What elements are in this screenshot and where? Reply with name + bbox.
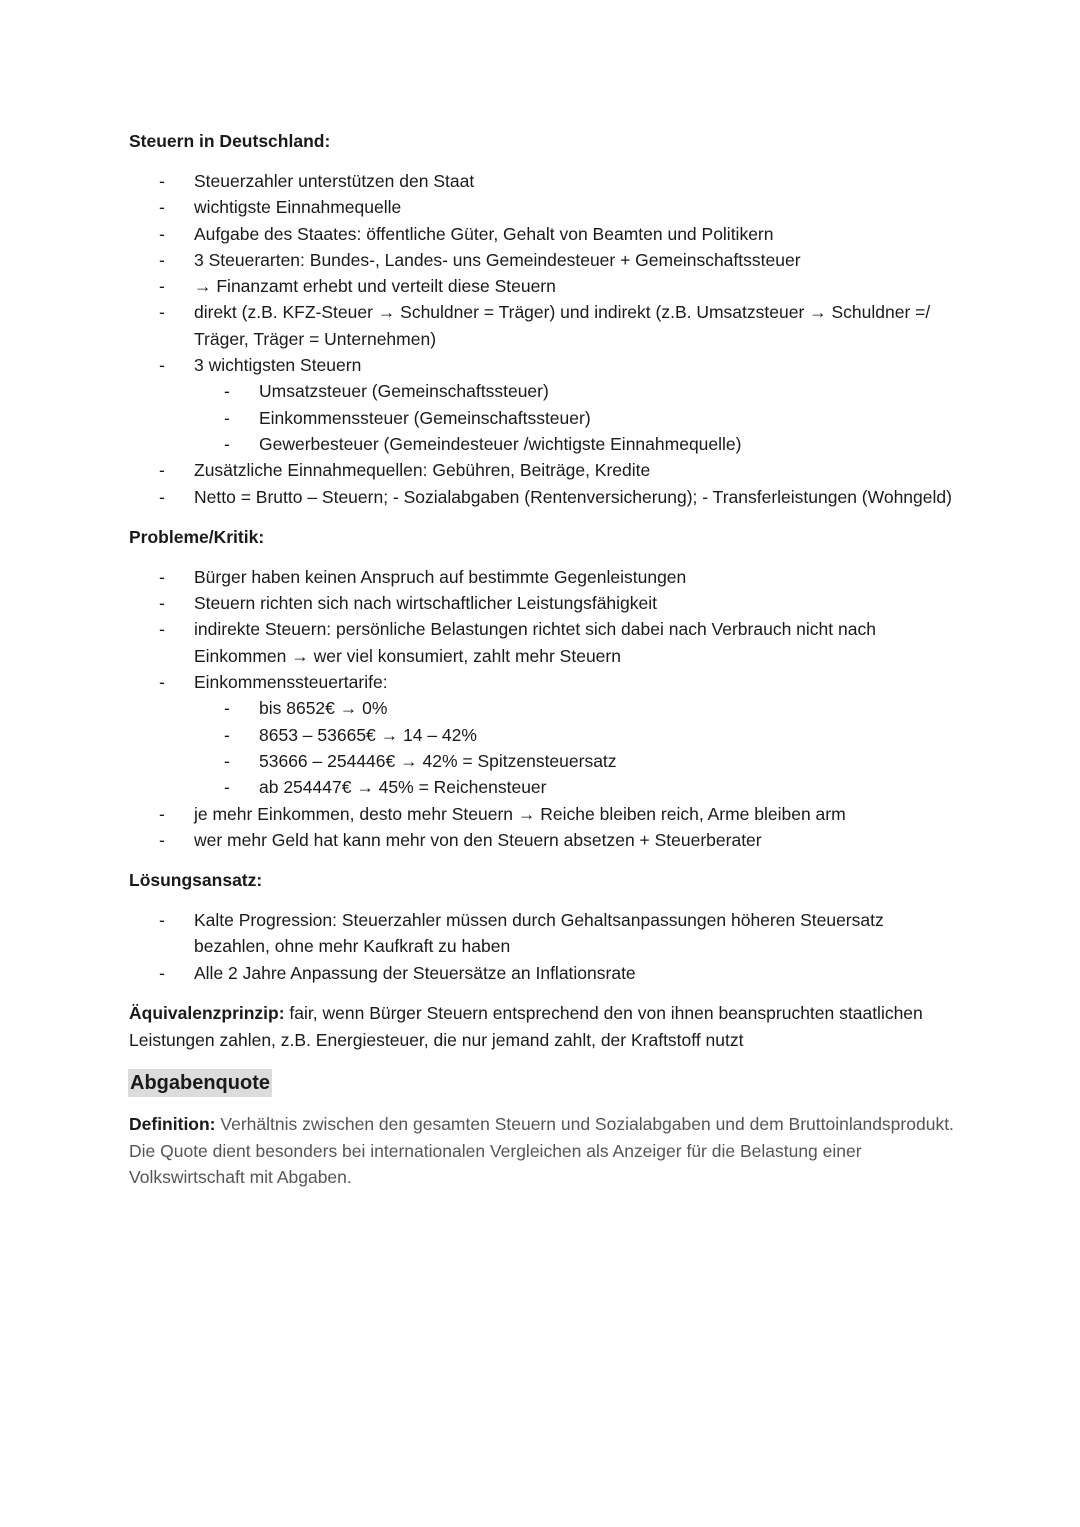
probleme-list xyxy=(129,564,959,853)
definition-label: Definition: xyxy=(129,1114,216,1135)
list-item: - direkt (z.B. KFZ-Steuer → Schuldner = Träger) und indirekt (z.B. Umsatzsteuer → Schuldner =/ Träger, Träger = Unternehmen) xyxy=(129,299,959,352)
wichtigste-steuern-sublist xyxy=(194,378,959,457)
section-heading-probleme: Probleme/Kritik: xyxy=(129,526,265,547)
list-item: - indirekte Steuern: persönliche Belastungen richtet sich dabei nach Verbrauch nicht nach Einkommen → wer viel konsumiert, zahlt mehr Steuern xyxy=(129,616,959,669)
list-item-label: Einkommenssteuertarife: xyxy=(194,672,388,693)
section-heading-steuern: Steuern in Deutschland: xyxy=(129,131,331,151)
list-item: - wer mehr Geld hat kann mehr von den Steuern absetzen + Steuerberater xyxy=(129,827,959,853)
sub-list-wrapper xyxy=(129,378,959,457)
section-heading-loesungsansatz: Lösungsansatz: xyxy=(129,870,263,891)
sub-list-item: - Einkommenssteuer (Gemeinschaftssteuer) xyxy=(194,405,959,431)
abgabenquote-heading: Abgabenquote xyxy=(128,1069,272,1097)
aequivalenz-label: Äquivalenzprinzip: xyxy=(129,1003,285,1024)
list-item: - Steuern richten sich nach wirtschaftlicher Leistungsfähigkeit xyxy=(129,590,959,616)
steuertarife-sublist xyxy=(194,695,959,800)
loesungsansatz-list xyxy=(129,907,959,986)
sub-list-item: - 53666 – 254446€ → 42% = Spitzensteuersatz xyxy=(194,748,959,774)
sub-list-item: - Umsatzsteuer (Gemeinschaftssteuer) xyxy=(194,378,959,404)
steuern-list xyxy=(129,168,959,510)
document-page xyxy=(129,128,959,1205)
list-item: - → Finanzamt erhebt und verteilt diese Steuern xyxy=(129,273,959,299)
sub-list-item: - Gewerbesteuer (Gemeindesteuer /wichtigste Einnahmequelle) xyxy=(194,431,959,457)
sub-list-item: - ab 254447€ → 45% = Reichensteuer xyxy=(194,774,959,800)
list-item: - Alle 2 Jahre Anpassung der Steuersätze an Inflationsrate xyxy=(129,960,959,986)
list-item: - je mehr Einkommen, desto mehr Steuern → Reiche bleiben reich, Arme bleiben arm xyxy=(129,801,959,827)
aequivalenz-text: fair, wenn Bürger Steuern entsprechend den von ihnen beanspruchten staatlichen Leistungen zahlen, z.B. Energiesteuer, die nur jemand zahlt, der Kraftstoff nutzt xyxy=(129,1003,923,1050)
definition-paragraph xyxy=(129,1111,959,1191)
aequivalenz-paragraph xyxy=(129,1000,959,1053)
list-item: - Netto = Brutto – Steuern; - Sozialabgaben (Rentenversicherung); - Transferleistungen (Wohngeld) xyxy=(129,484,959,510)
sub-list-item: - 8653 – 53665€ → 14 – 42% xyxy=(194,722,959,748)
list-item xyxy=(129,352,959,457)
list-item: - Kalte Progression: Steuerzahler müssen durch Gehaltsanpassungen höheren Steuersatz bezahlen, ohne mehr Kaufkraft zu haben xyxy=(129,907,959,960)
list-item: - wichtigste Einnahmequelle xyxy=(129,194,959,220)
list-item: - Zusätzliche Einnahmequellen: Gebühren, Beiträge, Kredite xyxy=(129,457,959,483)
list-item: - Steuerzahler unterstützen den Staat xyxy=(129,168,959,194)
definition-text: Verhältnis zwischen den gesamten Steuern und Sozialabgaben und dem Bruttoinlandsprodukt. Die Quote dient besonders bei internationalen Vergleichen als Anzeiger für die Belastung einer Volkswirtschaft mit Abgaben. xyxy=(129,1114,954,1188)
list-item: - Bürger haben keinen Anspruch auf bestimmte Gegenleistungen xyxy=(129,564,959,590)
sub-list-wrapper xyxy=(129,695,959,800)
list-item xyxy=(129,669,959,800)
list-item: - 3 Steuerarten: Bundes-, Landes- uns Gemeindesteuer + Gemeinschaftssteuer xyxy=(129,247,959,273)
list-item: - Aufgabe des Staates: öffentliche Güter, Gehalt von Beamten und Politikern xyxy=(129,221,959,247)
sub-list-item: - bis 8652€ → 0% xyxy=(194,695,959,721)
list-item-label: 3 wichtigsten Steuern xyxy=(194,355,362,376)
